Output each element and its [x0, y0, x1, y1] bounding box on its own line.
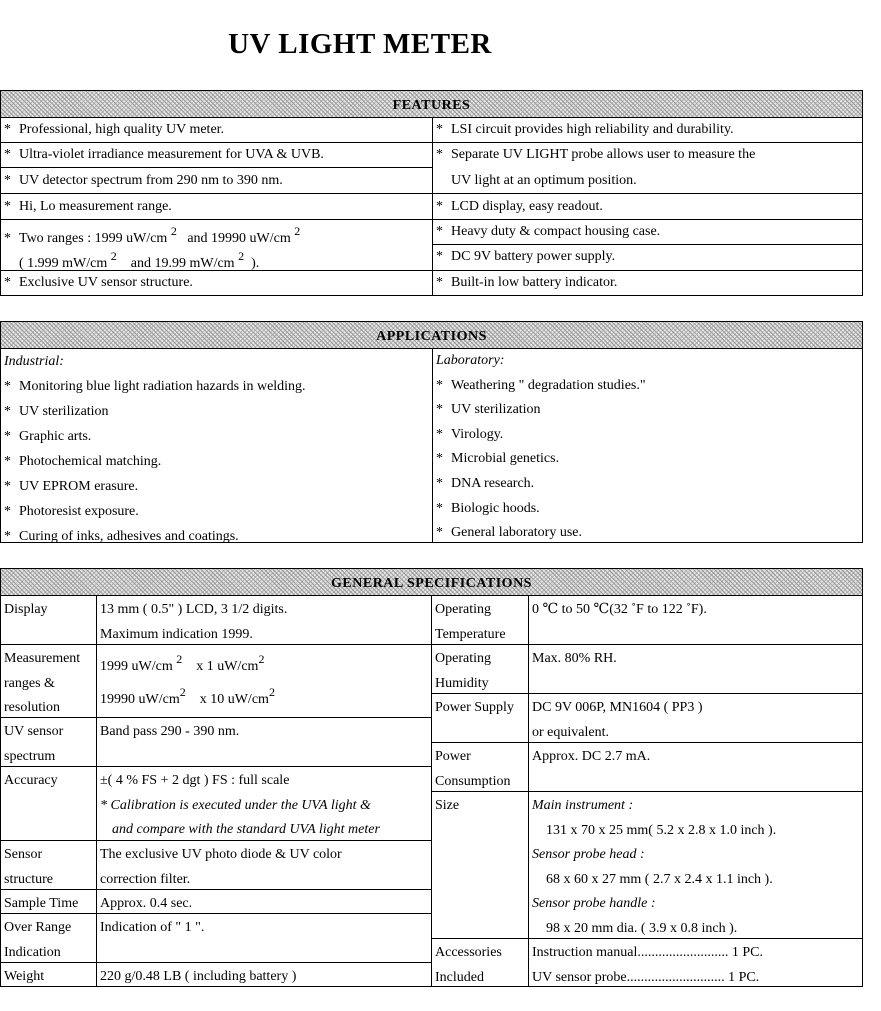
feature-item: * Built-in low battery indicator.: [436, 275, 618, 290]
applications-industrial: [1, 349, 432, 549]
laboratory-title: Laboratory:: [436, 353, 505, 368]
spec-label-uv-sensor: UV sensor spectrum: [4, 724, 64, 764]
feature-item-cont: UV light at an optimum position.: [451, 173, 637, 188]
feature-item: * Professional, high quality UV meter.: [4, 122, 225, 137]
feature-item: * LSI circuit provides high reliability and durability.: [436, 122, 734, 137]
app-item: * Photochemical matching.: [4, 454, 162, 469]
spec-label-display: Display: [4, 602, 48, 617]
app-item: * DNA research.: [436, 475, 535, 491]
spec-value-uv-sensor: Band pass 290 - 390 nm.: [100, 724, 240, 739]
spec-value-operating-temperature: 0 ℃ to 50 ℃(32 ˚F to 122 ˚F).: [532, 602, 707, 617]
spec-label-power-consumption: Power Consumption: [435, 749, 511, 789]
spec-value-sensor-structure: The exclusive UV photo diode & UV color correction filter.: [100, 847, 342, 887]
spec-label-operating-temperature: Operating Temperature: [435, 602, 506, 642]
spec-label-operating-humidity: Operating Humidity: [435, 651, 491, 691]
spec-value-power-consumption: Approx. DC 2.7 mA.: [532, 749, 651, 764]
feature-item: * UV detector spectrum from 290 nm to 390 nm.: [4, 173, 283, 188]
app-item: * UV sterilization: [4, 404, 109, 419]
spec-label-sample-time: Sample Time: [4, 896, 79, 911]
app-item: * UV EPROM erasure.: [4, 479, 139, 494]
spec-label-sensor-structure: Sensor structure: [4, 847, 53, 887]
spec-value-power-supply: DC 9V 006P, MN1604 ( PP3 ) or equivalent.: [532, 700, 703, 740]
app-item: * UV sterilization: [436, 402, 541, 418]
feature-item: * Two ranges : 1999 uW/cm $^2$ and 19990 uW/cm $^2$: [4, 224, 301, 246]
spec-value-weight: 220 g/0.48 LB ( including battery ): [100, 969, 297, 984]
specifications-section: [0, 568, 863, 987]
app-item: * Biologic hoods.: [436, 500, 540, 516]
app-item: * Virology.: [436, 426, 504, 442]
page-title: UV LIGHT METER: [228, 28, 492, 60]
spec-value-accuracy: ±( 4 % FS + 2 dgt ) FS : full scale * Calibration is executed under the UVA light & and compare with the standard UVA light meter: [100, 773, 380, 837]
spec-label-measurement: Measurement ranges & resolution: [4, 651, 81, 715]
spec-value-size: Main instrument : 131 x 70 x 25 mm( 5.2 x 2.8 x 1.0 inch ). Sensor probe head : 68 x 60 x 27 mm ( 2.7 x 2.4 x 1.1 inch ). Sensor probe handle : 98 x 20 mm dia. ( 3.9 x 0.8 inch ).: [532, 798, 777, 936]
applications-heading: APPLICATIONS: [1, 322, 862, 349]
spec-label-size: Size: [435, 798, 460, 813]
feature-item-cont: ( 1.999 mW/cm $^2$ and 19.99 mW/cm $^2$ ).: [19, 249, 260, 271]
spec-value-accessories: Instruction manual.......................... 1 PC. UV sensor probe............................ 1 PC.: [532, 945, 763, 985]
app-item: * Graphic arts.: [4, 429, 92, 444]
app-item: * Photoresist exposure.: [4, 504, 139, 519]
specifications-heading: GENERAL SPECIFICATIONS: [1, 569, 862, 596]
app-item: * Microbial genetics.: [436, 451, 560, 467]
app-item: * General laboratory use.: [436, 525, 582, 541]
applications-laboratory: [433, 349, 862, 546]
feature-item: * Ultra-violet irradiance measurement for UVA & UVB.: [4, 147, 324, 162]
feature-item: * Heavy duty & compact housing case.: [436, 224, 661, 239]
feature-item: * Separate UV LIGHT probe allows user to measure the: [436, 147, 756, 162]
spec-label-accuracy: Accuracy: [4, 773, 58, 788]
industrial-title: Industrial:: [4, 354, 64, 369]
feature-item: * Hi, Lo measurement range.: [4, 199, 172, 214]
app-item: * Monitoring blue light radiation hazards in welding.: [4, 379, 306, 394]
features-heading: FEATURES: [1, 91, 862, 118]
spec-label-accessories: Accessories Included: [435, 945, 502, 985]
spec-value-display: 13 mm ( 0.5" ) LCD, 3 1/2 digits. Maximum indication 1999.: [100, 602, 288, 642]
spec-label-over-range: Over Range Indication: [4, 920, 72, 960]
feature-item: * LCD display, easy readout.: [436, 199, 603, 214]
app-item: * Curing of inks, adhesives and coatings.: [4, 529, 239, 544]
spec-value-measurement: 1999 uW/cm $^2$ x 1 $uW/cm^2$ 19990 $uW/cm^2$ x 10 $uW/cm^2$: [100, 652, 275, 707]
spec-value-sample-time: Approx. 0.4 sec.: [100, 896, 193, 911]
spec-label-power-supply: Power Supply: [435, 700, 514, 715]
feature-item: * Exclusive UV sensor structure.: [4, 275, 193, 290]
applications-section: [0, 321, 863, 543]
features-section: [0, 90, 863, 296]
spec-value-operating-humidity: Max. 80% RH.: [532, 651, 617, 666]
spec-label-weight: Weight: [4, 969, 45, 984]
spec-value-over-range: Indication of " 1 ".: [100, 920, 205, 935]
app-item: * Weathering " degradation studies.": [436, 377, 646, 393]
feature-item: * DC 9V battery power supply.: [436, 249, 616, 264]
